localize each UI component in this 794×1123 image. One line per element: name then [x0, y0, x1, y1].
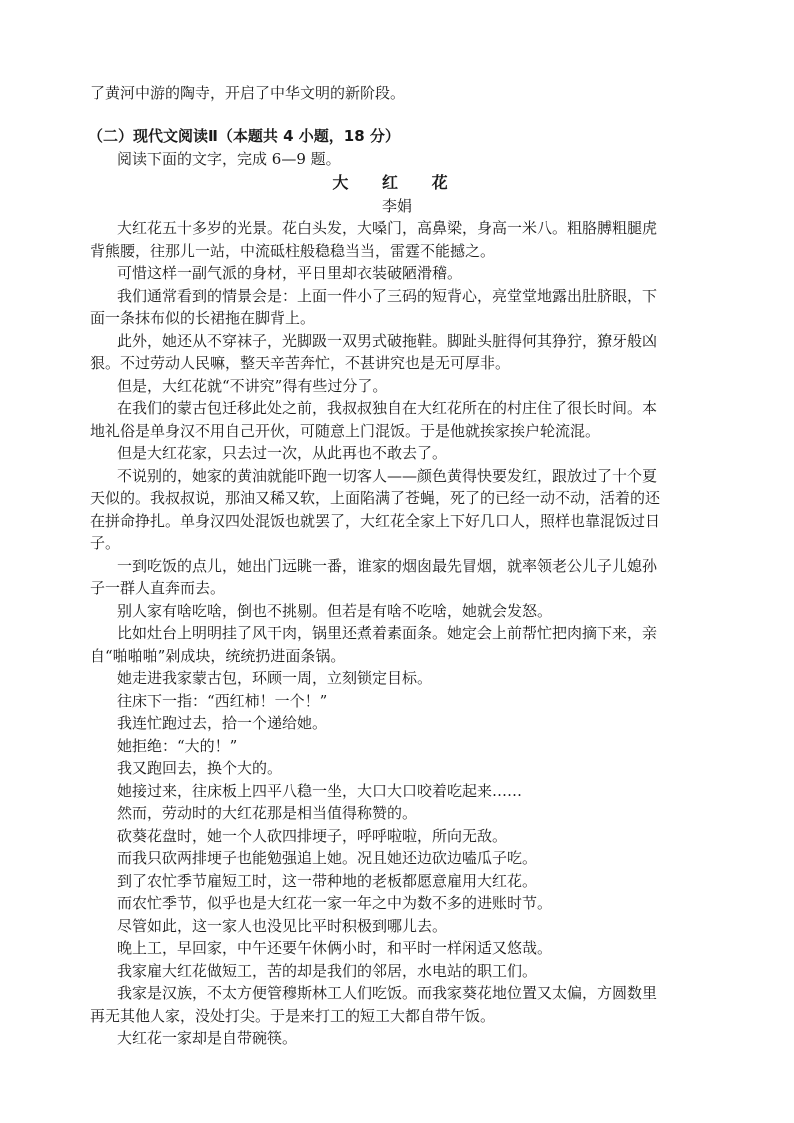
text-line: 但是大红花家，只去过一次，从此再也不敢去了。	[117, 444, 448, 462]
text-line: 在我们的蒙古包迁移此处之前，我叔叔独自在大红花所在的村庄住了很长时间。本	[117, 399, 658, 417]
text-line: 晚上工，早回家，中午还要午休俩小时，和平时一样闲适又悠哉。	[117, 939, 553, 957]
text-line: 别人家有啥吃啥，倒也不挑剔。但若是有啥不吃啥，她就会发怒。	[117, 602, 553, 620]
text-line: 而农忙季节，似乎也是大红花一家一年之中为数不多的进账时节。	[117, 894, 553, 912]
text-line: 子一群人直奔而去。	[90, 579, 226, 597]
text-line: 可惜这样一副气派的身材，平日里却衣装破陋滑稽。	[117, 264, 463, 282]
text-line: 了黄河中游的陶寺，开启了中华文明的新阶段。	[90, 84, 406, 102]
text-line: 她拒绝：“大的！”	[117, 737, 238, 755]
text-line: 而我只砍两排埂子也能勉强追上她。况且她还边砍边嗑瓜子吃。	[117, 849, 538, 867]
text-line: 大红花五十多岁的光景。花白头发，大嗓门，高鼻梁，身高一米八。粗胳膊粗腿虎	[117, 219, 658, 237]
text-line: 自“啪啪啪”剁成块，统统扔进面条锅。	[90, 647, 346, 665]
text-line: 面一条抹布似的长裙拖在脚背上。	[90, 309, 316, 327]
text-line: 我们通常看到的情景会是：上面一件小了三码的短背心，亮堂堂地露出肚脐眼，下	[117, 287, 658, 305]
text-line: 天似的。我叔叔说，那油又稀又软，上面陷满了苍蝇，死了的已经一动不动，活着的还	[90, 489, 661, 507]
article-author: 李娟	[381, 197, 412, 215]
text-line: 地礼俗是单身汉不用自己开伙，可随意上门混饭。于是他就挨家挨户轮流混。	[90, 422, 601, 440]
text-line: 在拼命挣扎。单身汉四处混饭也就罢了，大红花全家上下好几口人，照样也靠混饭过日	[90, 512, 661, 530]
text-line: 她走进我家蒙古包，环顾一周，立刻锁定目标。	[117, 669, 433, 687]
text-line: 子。	[90, 534, 121, 552]
instruction-line: 阅读下面的文字，完成 6—9 题。	[117, 150, 341, 168]
text-line: 大红花一家却是自带碗筷。	[117, 1029, 298, 1047]
text-line: 然而，劳动时的大红花那是相当值得称赞的。	[117, 804, 418, 822]
article-title: 大 红 花	[332, 173, 462, 192]
text-line: 不说别的，她家的黄油就能吓跑一切客人——颜色黄得快要发红，跟放过了十个夏	[117, 467, 658, 485]
text-line: 再无其他人家，没处打尖。于是来打工的短工大都自带午饭。	[90, 1007, 496, 1025]
text-line: 尽管如此，这一家人也没见比平时积极到哪儿去。	[117, 917, 448, 935]
text-line: 我连忙跑过去，拾一个递给她。	[117, 714, 328, 732]
text-line: 她接过来，往床板上四平八稳一坐，大口大口咬着吃起来……	[117, 782, 523, 800]
text-line: 到了农忙季节雇短工时，这一带种地的老板都愿意雇用大红花。	[117, 872, 538, 890]
text-line: 背熊腰，往那儿一站，中流砥柱般稳稳当当，雷霆不能撼之。	[90, 242, 496, 260]
text-line: 我家是汉族，不太方便管穆斯林工人们吃饭。而我家葵花地位置又太偏，方圆数里	[117, 984, 658, 1002]
text-line: 砍葵花盘时，她一个人砍四排埂子，呼呼啦啦，所向无敌。	[117, 827, 508, 845]
text-line: 狠。不过劳动人民嘛，整天辛苦奔忙，不甚讲究也是无可厚非。	[90, 354, 511, 372]
text-line: 我又跑回去，换个大的。	[117, 759, 283, 777]
text-line: 比如灶台上明明挂了风干肉，锅里还煮着素面条。她定会上前帮忙把肉摘下来，亲	[117, 624, 658, 642]
text-line: 此外，她还从不穿袜子，光脚趿一双男式破拖鞋。脚趾头脏得何其狰狞，獠牙般凶	[117, 332, 658, 350]
text-line: 但是，大红花就“不讲究”得有些过分了。	[117, 377, 388, 395]
section-heading: （二）现代文阅读Ⅱ（本题共 4 小题，18 分）	[88, 127, 400, 145]
text-line: 一到吃饭的点儿，她出门远眺一番，谁家的烟囱最先冒烟，就率领老公儿子儿媳孙	[117, 557, 658, 575]
text-line: 我家雇大红花做短工，苦的却是我们的邻居，水电站的职工们。	[117, 962, 538, 980]
text-line: 往床下一指：“西红柿！一个！”	[117, 692, 328, 710]
